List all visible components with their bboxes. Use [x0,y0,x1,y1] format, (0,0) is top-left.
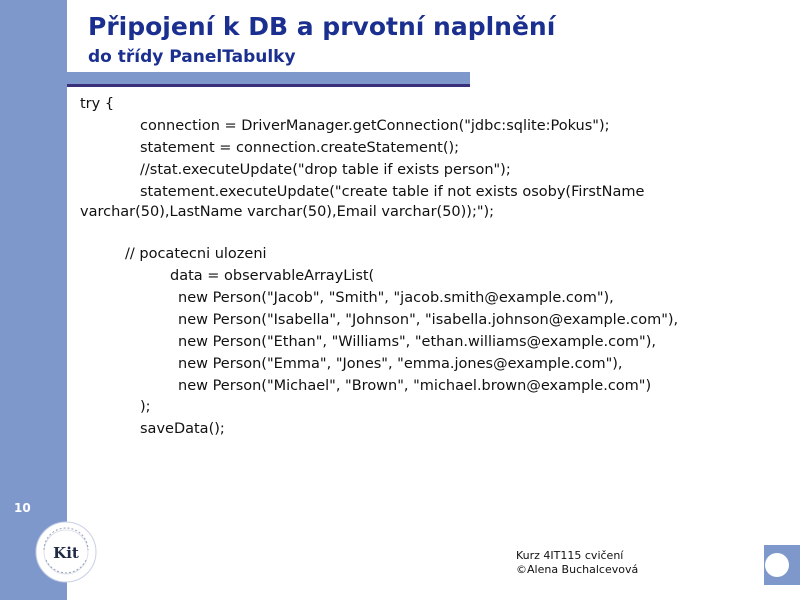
code-line: new Person("Jacob", "Smith", "jacob.smith@example.com"), [178,290,614,306]
code-line: new Person("Isabella", "Johnson", "isabella.johnson@example.com"), [178,312,679,328]
logo-text: Kit [53,544,79,562]
footer-author: ©Alena Buchalcevová [516,563,639,576]
code-line: try { [80,96,115,112]
slide-subtitle: do třídy PanelTabulky [88,47,296,67]
code-line: saveData(); [140,421,225,437]
code-line: data = observableArrayList( [170,268,375,284]
slide-title: Připojení k DB a prvotní naplnění [88,12,556,41]
code-line: new Person("Emma", "Jones", "emma.jones@example.com"), [178,356,623,372]
left-sidebar-band [0,0,67,600]
code-line: // pocatecni ulozeni [125,246,267,262]
page-number: 10 [14,501,31,515]
title-underline [67,84,470,87]
code-line: new Person("Michael", "Brown", "michael.brown@example.com") [178,378,652,394]
code-line: varchar(50),LastName varchar(50),Email varchar(50));"); [80,204,495,220]
code-line: connection = DriverManager.getConnection("jdbc:sqlite:Pokus"); [140,118,610,134]
title-accent-block [36,72,470,84]
code-line: statement = connection.createStatement(); [140,140,460,156]
code-line: statement.executeUpdate("create table if not exists osoby(FirstName [140,184,645,200]
code-line: ); [140,399,151,415]
code-line: //stat.executeUpdate("drop table if exists person"); [140,162,511,178]
footer-course: Kurz 4IT115 cvičení [516,549,624,562]
kit-logo [34,520,98,584]
corner-decoration [764,545,800,585]
code-line: new Person("Ethan", "Williams", "ethan.williams@example.com"), [178,334,656,350]
